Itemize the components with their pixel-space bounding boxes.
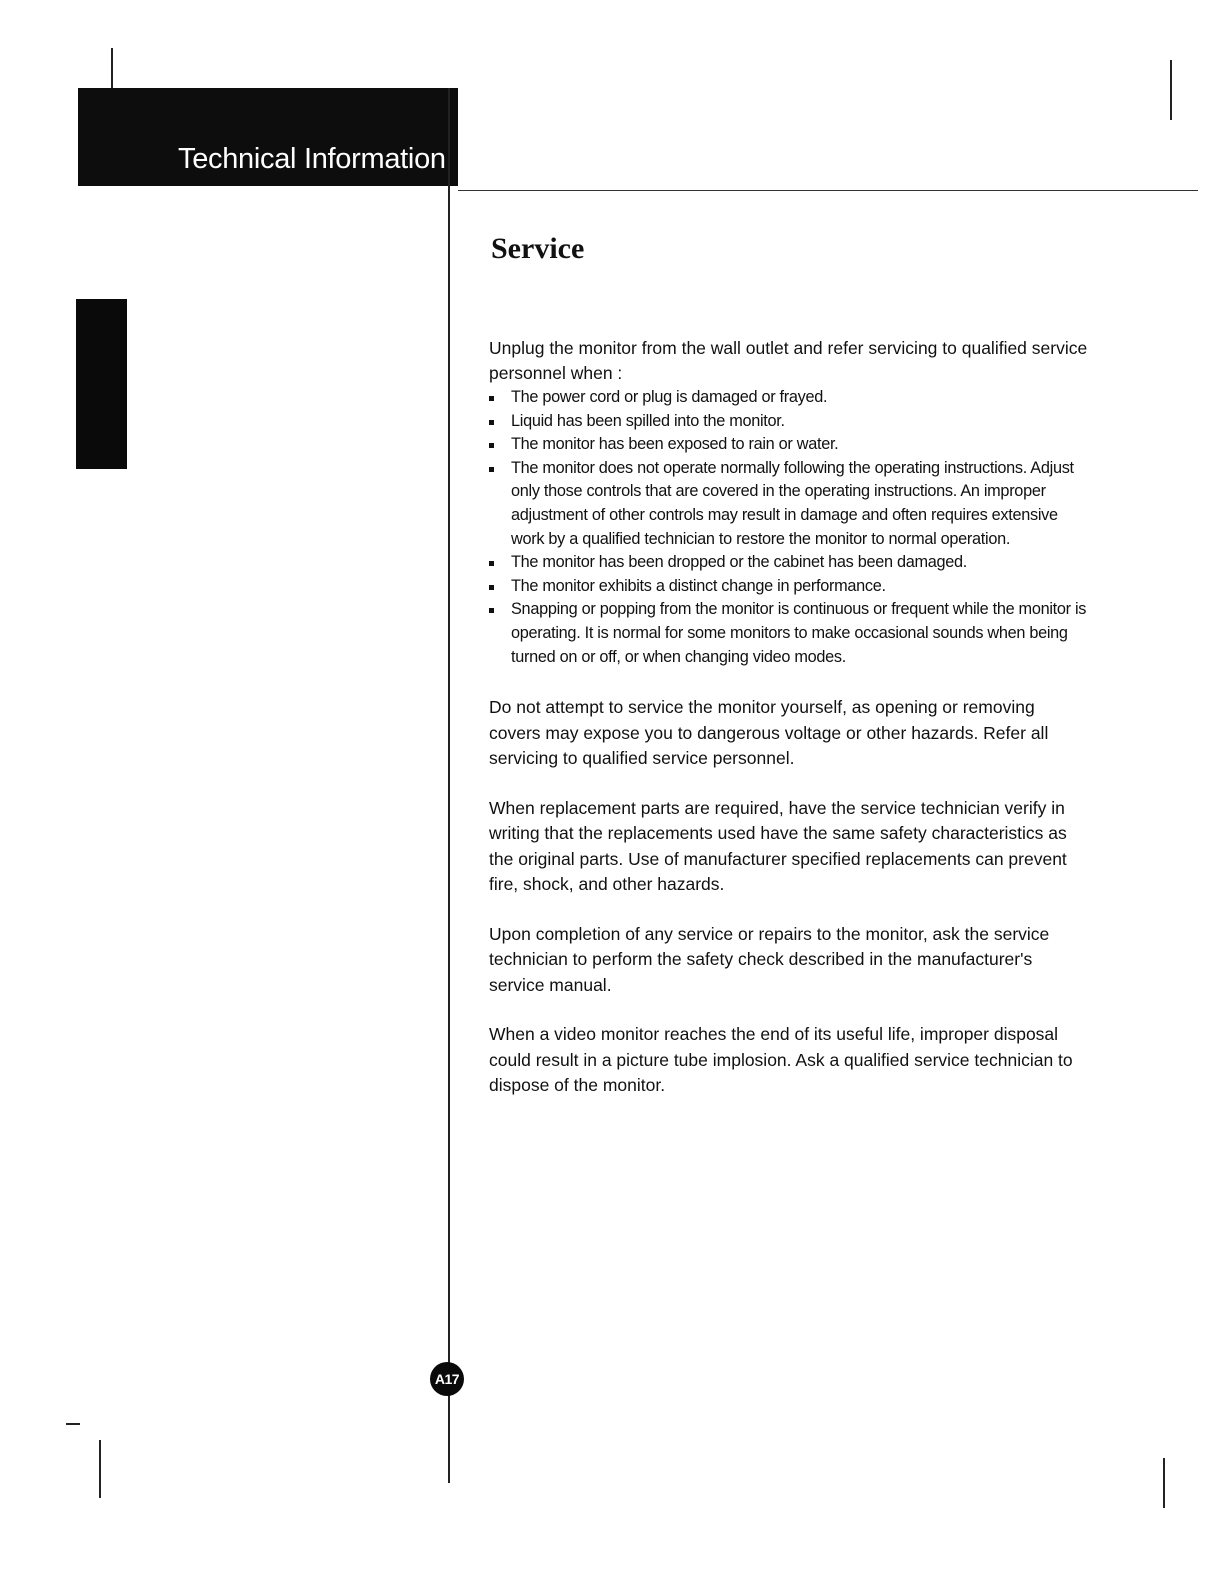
bullet-icon — [489, 608, 494, 613]
list-item-text: Snapping or popping from the monitor is continuous or frequent while the monitor is operating. It is normal for some monitors to make occasional sounds when being turned on or off, or when changing video modes. — [511, 600, 1087, 666]
list-item — [489, 598, 1089, 669]
section-title: Service — [491, 232, 585, 265]
list-item — [489, 551, 1089, 575]
paragraph-disposal: When a video monitor reaches the end of its useful life, improper disposal could result in a picture tube implosion. Ask a qualified service technician to dispose of the monitor. — [489, 1024, 1073, 1096]
list-item — [489, 575, 1089, 599]
paragraph-replacement-parts: When replacement parts are required, have the service technician verify in writing that the replacements used have the same safety characteristics as the original parts. Use of manufacturer specified replacements can prevent fire, shock, and other hazards. — [489, 797, 1067, 895]
side-tab-marker — [76, 299, 127, 469]
list-item-text: The monitor does not operate normally following the operating instructions. Adjust only those controls that are covered in the operating instructions. An improper adjustment of other controls may result in damage and often requires extensive work by a qualified technician to restore the monitor to normal operation. — [511, 458, 1074, 548]
crop-mark-top-left — [111, 48, 113, 90]
paragraph-self-service-warning: Do not attempt to service the monitor yourself, as opening or removing covers may expose you to dangerous voltage or other hazards. Refer all servicing to qualified service personnel. — [489, 697, 1049, 769]
header-title: Technical Information — [178, 143, 446, 175]
vertical-rule — [448, 88, 450, 1483]
crop-mark-top-right — [1170, 60, 1172, 120]
intro-paragraph: Unplug the monitor from the wall outlet and refer servicing to qualified service personnel when : — [489, 338, 1088, 383]
bullet-icon — [489, 467, 494, 472]
list-item-text: The power cord or plug is damaged or frayed. — [511, 388, 828, 406]
header-band — [78, 88, 458, 186]
page-number-badge: A17 — [430, 1362, 464, 1396]
bullet-icon — [489, 561, 494, 566]
crop-mark-bottom-left-dash — [66, 1423, 80, 1425]
bullet-icon — [489, 396, 494, 401]
list-item — [489, 410, 1089, 434]
service-conditions-list — [489, 386, 1089, 669]
bullet-icon — [489, 420, 494, 425]
crop-mark-bottom-left — [99, 1440, 101, 1498]
bullet-icon — [489, 443, 494, 448]
crop-mark-bottom-right — [1163, 1458, 1165, 1508]
content-body — [489, 336, 1089, 1099]
list-item-text: The monitor has been exposed to rain or water. — [511, 435, 839, 454]
list-item-text: The monitor exhibits a distinct change in performance. — [511, 576, 886, 595]
list-item — [489, 386, 1089, 410]
list-item — [489, 433, 1089, 457]
bullet-icon — [489, 585, 494, 590]
paragraph-safety-check: Upon completion of any service or repairs to the monitor, ask the service technician to perform the safety check described in the manufacturer's service manual. — [489, 923, 1050, 995]
list-item-text: The monitor has been dropped or the cabinet has been damaged. — [511, 553, 967, 572]
list-item-text: Liquid has been spilled into the monitor. — [511, 411, 785, 430]
header-rule — [458, 190, 1198, 191]
list-item — [489, 457, 1089, 551]
